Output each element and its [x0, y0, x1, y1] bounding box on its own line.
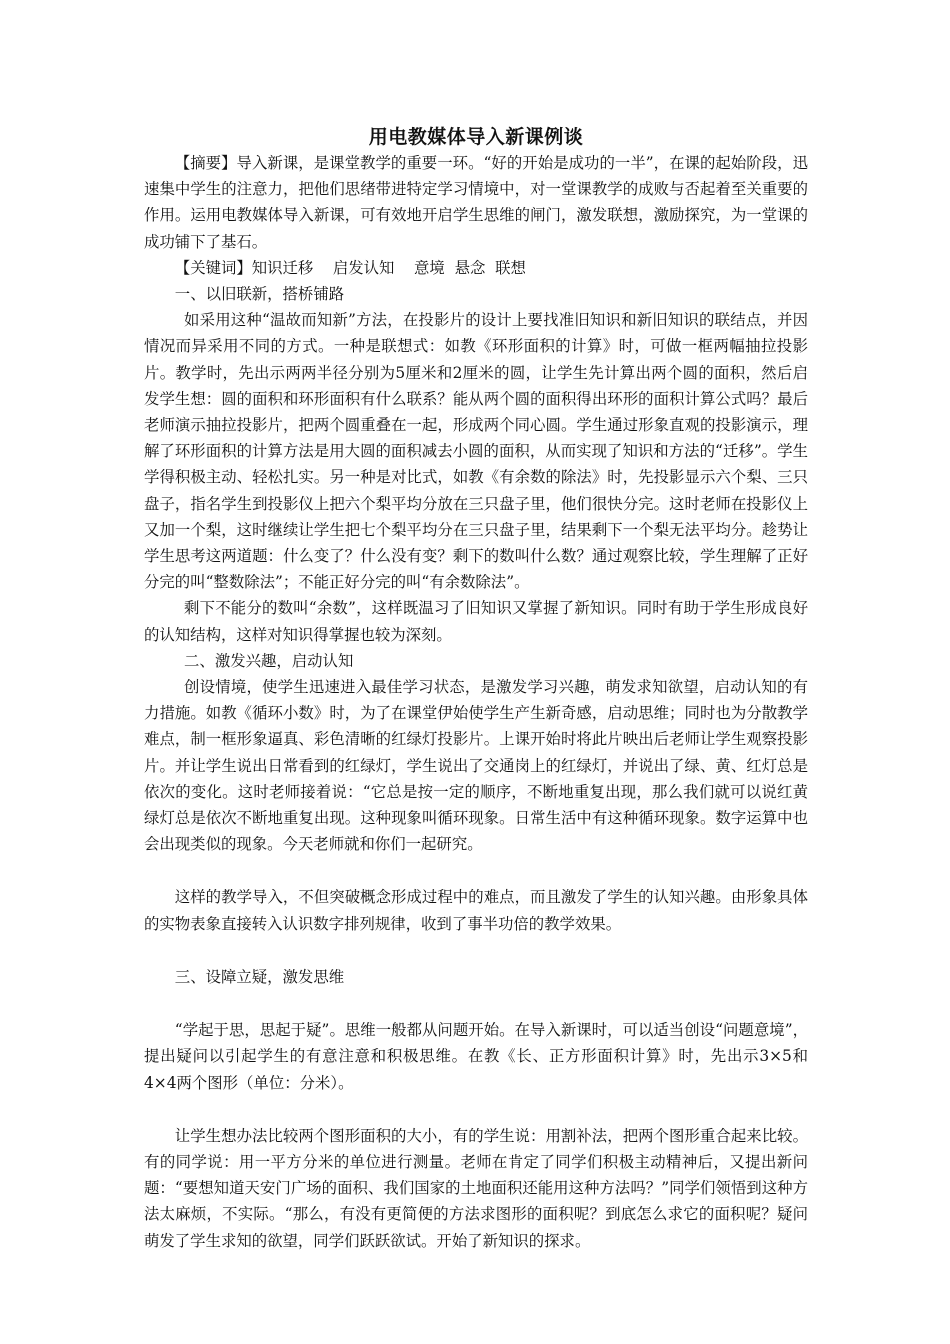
section-2-heading: 二、激发兴趣，启动认知: [184, 651, 354, 670]
keywords-line: 【关键词】知识迁移 启发认知 意境 悬念 联想: [174, 258, 526, 277]
section-1-paragraph-2: 剩下不能分的数叫“余数”，这样既温习了旧知识又掌握了新知识。同时有助于学生形成良好的认知结构，这样对知识得掌握也较为深刻。: [144, 599, 808, 644]
section-1-paragraph-1: 如采用这种“温故而知新”方法，在投影片的设计上要找准旧知识和新旧知识的联结点，并因情况而异采用不同的方式。一种是联想式：如教《环形面积的计算》时，可做一框两幅抽拉投影片。教学时，先出示两两半径分别为5厘米和2厘米的圆，让学生先计算出两个圆的面积，然后启发学生想：圆的面积和环形面积有什么联系？能从两个圆的面积得出环形的面积计算公式吗？最后老师演示抽拉投影片，把两个圆重叠在一起，形成两个同心圆。学生通过形象直观的投影演示，理解了环形面积的计算方法是用大圆的面积减去小圆的面积，从而实现了知识和方法的“迁移”。学生学得积极主动、轻松扎实。另一种是对比式，如教《有余数的除法》时，先投影显示六个梨、三只盘子，指名学生到投影仪上把六个梨平均分放在三只盘子里，他们很快分完。这时老师在投影仪上又加一个梨，这时继续让学生把七个梨平均分在三只盘子里，结果剩下一个梨无法平均分。趁势让学生思考这两道题：什么变了？什么没有变？剩下的数叫什么数？通过观察比较，学生理解了正好分完的叫“整数除法”；不能正好分完的叫“有余数除法”。: [144, 311, 808, 592]
section-2-paragraph-2: 这样的教学导入，不但突破概念形成过程中的难点，而且激发了学生的认知兴趣。由形象具体的实物表象直接转入认识数字排列规律，收到了事半功倍的教学效果。: [144, 888, 808, 933]
section-1-heading: 一、以旧联新，搭桥铺路: [174, 285, 345, 304]
blank-line: [144, 1096, 808, 1123]
document-page: [144, 124, 808, 1254]
section-3-paragraph-2: 让学生想办法比较两个图形面积的大小，有的学生说：用割补法，把两个图形重合起来比较。有的同学说：用一平方分米的单位进行测量。老师在肯定了同学们积极主动精神后，又提出新问题：“要想知道天安门广场的面积、我们国家的土地面积还能用这种方法吗？”同学们领悟到这种方法太麻烦，不实际。“那么，有没有更简便的方法求图形的面积呢？到底怎么求它的面积呢？疑问萌发了学生求知的欲望，同学们跃跃欲试。开始了新知识的探求。: [144, 1126, 808, 1250]
blank-line: [144, 937, 808, 964]
document-title: 用电教媒体导入新课例谈: [368, 126, 584, 148]
section-3-paragraph-1: “学起于思，思起于疑”。思维一般都从问题开始。在导入新课时，可以适当创设“问题意境”，提出疑问以引起学生的有意注意和积极思维。在教《长、正方形面积计算》时，先出示3×5和4×4两个图形（单位：分米）。: [144, 1021, 808, 1092]
blank-line: [144, 990, 808, 1017]
blank-line: [144, 857, 808, 884]
section-2-paragraph-1: 创设情境，使学生迅速进入最佳学习状态，是激发学习兴趣，萌发求知欲望，启动认知的有力措施。如教《循环小数》时，为了在课堂伊始使学生产生新奇感，启动思维；同时也为分散教学难点，制一框形象逼真、彩色清晰的红绿灯投影片。上课开始时将此片映出后老师让学生观察投影片。并让学生说出日常看到的红绿灯，学生说出了交通岗上的红绿灯，并说出了绿、黄、红灯总是依次的变化。这时老师接着说：“它总是按一定的顺序，不断地重复出现，那么我们就可以说红黄绿灯总是依次不断地重复出现。这种现象叫循环现象。日常生活中有这种循环现象。数字运算中也会出现类似的现象。今天老师就和你们一起研究。: [144, 678, 808, 854]
section-3-heading: 三、设障立疑，激发思维: [174, 967, 345, 986]
abstract-paragraph: 【摘要】导入新课，是课堂教学的重要一环。“好的开始是成功的一半”，在课的起始阶段，迅速集中学生的注意力，把他们思绪带进特定学习情境中，对一堂课教学的成败与否起着至关重要的作用。运用电教媒体导入新课，可有效地开启学生思维的闸门，激发联想，激励探究，为一堂课的成功铺下了基石。: [144, 154, 808, 251]
